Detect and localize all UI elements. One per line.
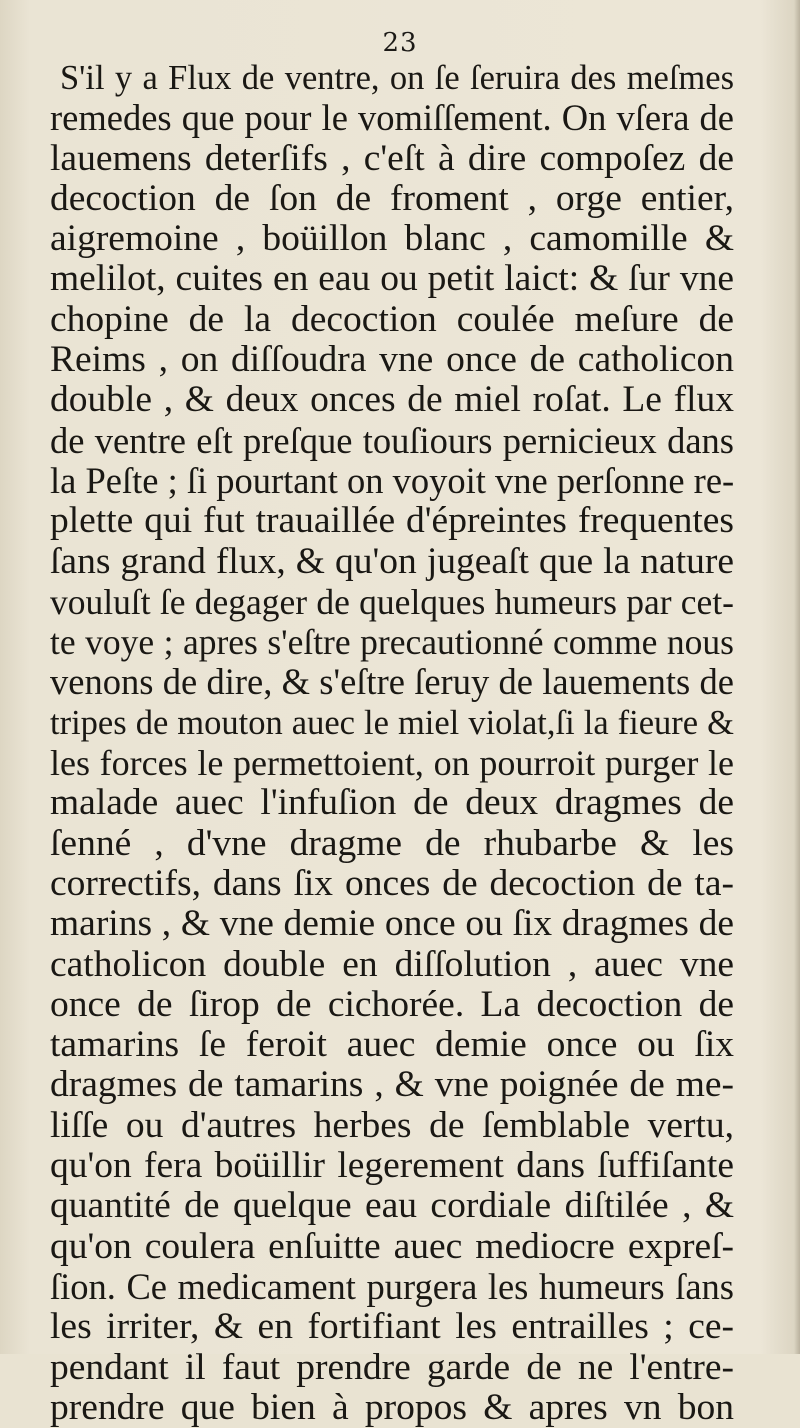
body-text: [50, 58, 734, 1428]
text-line: prendre que bien à propos & apres vn bon: [50, 1386, 734, 1428]
text-line: malade auec l'infuſion de deux dragmes de: [50, 782, 734, 824]
text-line: decoction de ſon de froment , orge entier,: [50, 177, 734, 219]
text-line: ſion. Ce medicament purgera les humeurs ſans: [50, 1265, 734, 1307]
text-line: remedes que pour le vomiſſement. On vſera de: [50, 97, 734, 139]
page-edge-shadow: [794, 0, 800, 1354]
text-line: tripes de mouton auec le miel violat,ſi la fieure &: [50, 703, 734, 742]
text-line: chopine de la decoction coulée meſure de: [50, 298, 734, 340]
text-line: plette qui fut trauaillée d'épreintes frequentes: [50, 500, 734, 542]
text-line: ſans grand flux, & qu'on jugeaſt que la nature: [50, 540, 734, 582]
text-line: venons de dire, & s'eſtre ſeruy de lauements de: [50, 661, 734, 703]
text-line: tamarins ſe feroit auec demie once ou ſix: [50, 1024, 734, 1066]
text-line: les irriter, & en fortifiant les entrailles ; ce-: [50, 1306, 734, 1348]
page-number: 23: [382, 28, 418, 58]
text-line: melilot, cuites en eau ou petit laict: & ſur vne: [50, 258, 734, 300]
text-line: de ventre eſt preſque touſiours pernicieux dans: [50, 419, 734, 461]
text-line: catholicon double en diſſolution , auec vne: [50, 943, 734, 985]
text-line: lauemens deterſifs , c'eſt à dire compoſez de: [50, 137, 734, 179]
text-line: correctifs, dans ſix onces de decoction de ta-: [50, 862, 734, 904]
text-line: dragmes de tamarins , & vne poignée de me-: [50, 1064, 734, 1106]
text-line: marins , & vne demie once ou ſix dragmes de: [50, 903, 734, 945]
text-line: double , & deux onces de miel roſat. Le flux: [50, 379, 734, 421]
text-line: la Peſte ; ſi pourtant on voyoit vne perſonne re-: [50, 459, 735, 501]
text-line: les forces le permettoient, on pourroit purger le: [50, 743, 734, 784]
text-line: Reims , on diſſoudra vne once de catholicon: [50, 339, 734, 381]
text-line: liſſe ou d'autres herbes de ſemblable vertu,: [50, 1104, 734, 1146]
text-line: aigremoine , boüillon blanc , camomille &: [50, 218, 734, 260]
text-line: te voye ; apres s'eſtre precautionné comme nous: [50, 622, 734, 663]
text-line: S'il y a Flux de ventre, on ſe ſeruira des meſmes: [60, 59, 734, 97]
text-line: quantité de quelque eau cordiale diſtilée , &: [50, 1185, 734, 1227]
text-line: vouluſt ſe degager de quelques humeurs par cet-: [50, 581, 734, 622]
text-line: pendant il faut prendre garde de ne l'entre-: [50, 1346, 734, 1388]
text-line: once de ſirop de cichorée. La decoction de: [50, 983, 734, 1025]
text-line: ſenné , d'vne dragme de rhubarbe & les: [50, 822, 734, 864]
text-line: qu'on fera boüillir legerement dans ſuffiſante: [50, 1145, 734, 1187]
text-line: qu'on coulera enſuitte auec mediocre expreſ-: [50, 1225, 734, 1267]
